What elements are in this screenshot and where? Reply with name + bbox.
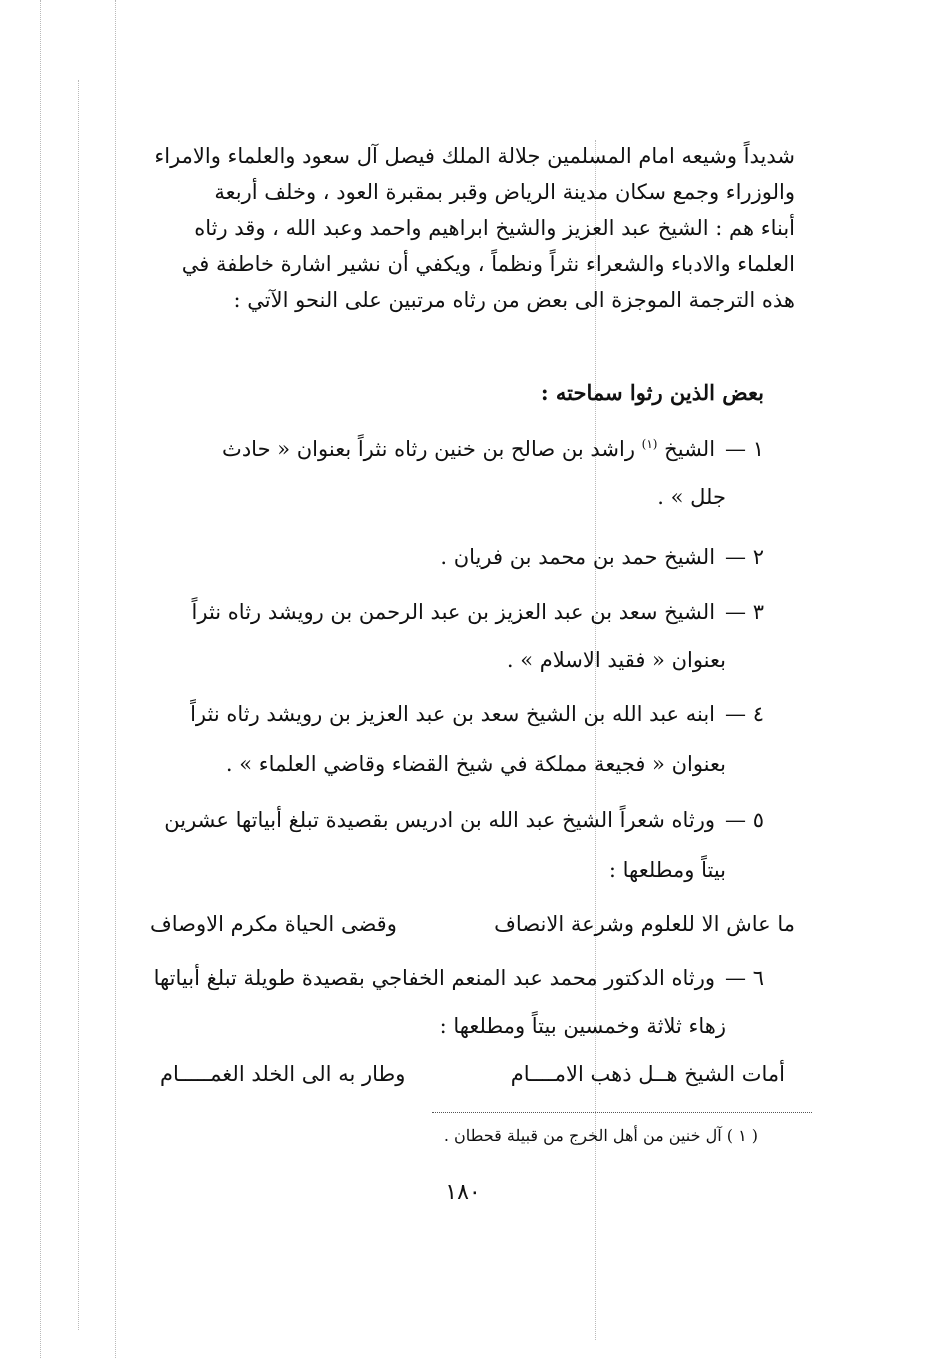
item-text: ورثاه شعراً الشيخ عبد الله بن ادريس بقصيدة تبلغ أبياتها عشرين	[164, 808, 716, 832]
footnote-divider	[432, 1112, 812, 1113]
section-heading: بعض الذين رثوا سماحته :	[540, 380, 764, 405]
list-item-6-cont: زهاء ثلاثة وخمسين بيتاً ومطلعها :	[439, 1014, 726, 1038]
footnote: ( ١ ) آل خنين من أهل الخرج من قبيلة قحطان .	[443, 1126, 758, 1145]
list-item-5-cont: بيتاً ومطلعها :	[608, 858, 726, 882]
paragraph-line: شديداً وشيعه امام المسلمين جلالة الملك فيصل آل سعود والعلماء والامراء	[154, 144, 795, 168]
item-text: الشيخ	[664, 437, 716, 461]
item-text: الشيخ سعد بن عبد العزيز بن عبد الرحمن بن رويشد رثاه نثراً	[191, 600, 716, 624]
paragraph-line: هذه الترجمة الموجزة الى بعض من رثاه مرتبين على النحو الآتي :	[233, 288, 795, 312]
list-item-3-cont: بعنوان « فقيد الاسلام » .	[506, 648, 726, 672]
list-item-1-cont: جلل » .	[657, 485, 726, 509]
list-item-3	[192, 600, 764, 624]
item-text: ابنه عبد الله بن الشيخ سعد بن عبد العزيز بن رويشد رثاه نثراً	[190, 702, 716, 726]
scan-artifact-line	[595, 140, 596, 1340]
page-number: ١٨٠	[445, 1180, 481, 1205]
poem-verse	[160, 1062, 785, 1096]
item-number: ٢ —	[725, 545, 764, 569]
scan-artifact-line	[78, 80, 79, 1330]
item-text: ورثاه الدكتور محمد عبد المنعم الخفاجي بقصيدة طويلة تبلغ أبياتها	[153, 966, 716, 990]
poem-verse	[150, 912, 795, 946]
paragraph-line: أبناء هم : الشيخ عبد العزيز والشيخ ابراهيم واحمد وعبد الله ، وقد رثاه	[194, 216, 795, 240]
item-number: ٣ —	[725, 600, 764, 624]
footnote-marker: (١)	[641, 437, 658, 451]
paragraph-line: والوزراء وجمع سكان مدينة الرياض وقبر بمقبرة العود ، وخلف أربعة	[214, 180, 795, 204]
item-text: راشد بن صالح بن خنين رثاه نثراً بعنوان « حادث	[222, 437, 635, 461]
verse-first-half: ما عاش الا للعلوم وشرعة الانصاف	[494, 912, 795, 936]
item-text: الشيخ حمد بن محمد بن فريان .	[440, 545, 716, 569]
item-number: ٤ —	[725, 702, 764, 726]
verse-second-half: وقضى الحياة مكرم الاوصاف	[150, 912, 397, 936]
verse-first-half: أمات الشيخ هــل ذهب الامــــام	[510, 1062, 785, 1086]
verse-second-half: وطار به الى الخلد الغمـــــام	[160, 1062, 406, 1086]
scan-artifact-line	[115, 0, 116, 1358]
paragraph-line: العلماء والادباء والشعراء نثراً ونظماً ، ويكفي أن نشير اشارة خاطفة في	[181, 252, 795, 276]
list-item-2	[440, 545, 764, 569]
list-item-5	[164, 808, 764, 832]
list-item-1	[222, 437, 764, 461]
opening-paragraph	[150, 138, 795, 318]
list-item-4-cont: بعنوان « فجيعة مملكة في شيخ القضاء وقاضي العلماء » .	[225, 752, 726, 776]
scan-artifact-line	[40, 0, 41, 1358]
list-item-4	[190, 702, 764, 726]
item-number: ٥ —	[725, 808, 764, 832]
item-number: ١ —	[725, 437, 764, 461]
list-item-6	[154, 966, 764, 990]
item-number: ٦ —	[725, 966, 764, 990]
